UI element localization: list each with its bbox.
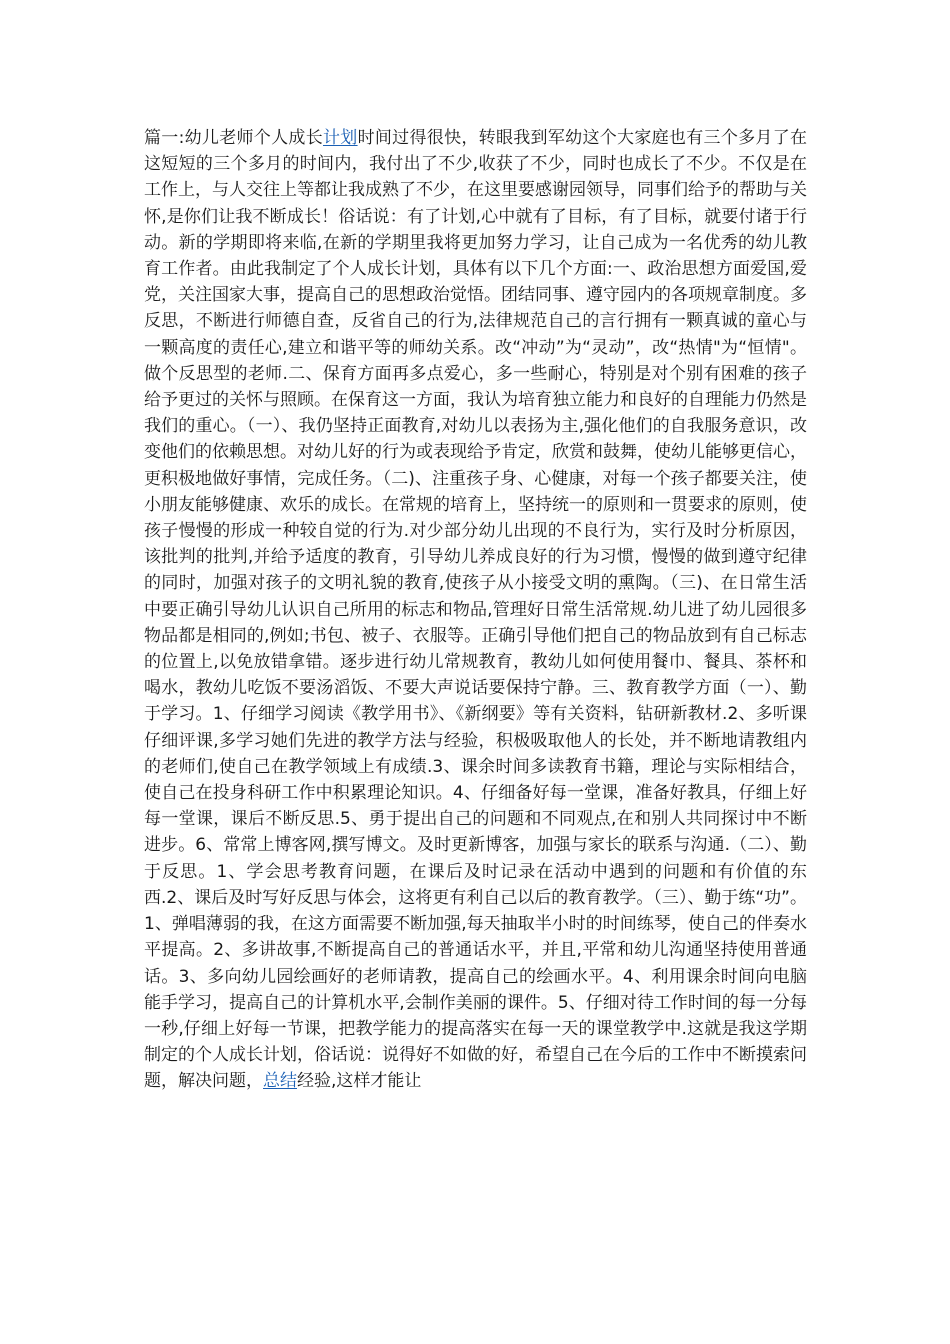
- text-segment-3: 经验,这样才能让: [297, 1071, 422, 1092]
- text-segment-1: 篇一:幼儿老师个人成长: [144, 128, 323, 148]
- document-page: [144, 125, 807, 1095]
- summary-link[interactable]: 总结: [263, 1071, 297, 1092]
- text-segment-2: 时间过得很快，转眼我到军幼这个大家庭也有三个多月了在这短短的三个多月的时间内，我付出了不少,收获了不少，同时也成长了不少。不仅是在工作上，与人交往上等都让我成熟了不少，在这里要感谢园领导，同事们给予的帮助与关怀,是你们让我不断成长！俗话说：有了计划,心中就有了目标，有了目标，就要付诸于行动。新的学期即将来临,在新的学期里我将更加努力学习，让自己成为一名优秀的幼儿教育工作者。由此我制定了个人成长计划，具体有以下几个方面:一、政治思想方面爱国,爱党，关注国家大事，提高自己的思想政治觉悟。团结同事、遵守园内的各项规章制度。多反思，不断进行师德自查，反省自己的行为,法律规范自己的言行拥有一颗真诚的童心与一颗高度的责任心,建立和谐平等的师幼关系。改“冲动”为“灵动”，改“热情"为“恒情"。做个反思型的老师.二、保育方面再多点爱心，多一些耐心，特别是对个别有困难的孩子给予更过的关怀与照顾。在保育这一方面，我认为培育独立能力和良好的自理能力仍然是我们的重心。（一）、我仍坚持正面教育,对幼儿以表扬为主,强化他们的自我服务意识，改变他们的依赖思想。对幼儿好的行为或表现给予肯定，欣赏和鼓舞，使幼儿能够更信心，更积极地做好事情，完成任务。（二)、注重孩子身、心健康，对每一个孩子都要关注，使小朋友能够健康、欢乐的成长。在常规的培育上，坚持统一的原则和一贯要求的原则，使孩子慢慢的形成一种较自觉的行为.对少部分幼儿出现的不良行为，实行及时分析原因，该批判的批判,并给予适度的教育，引导幼儿养成良好的行为习惯，慢慢的做到遵守纪律的同时，加强对孩子的文明礼貌的教育,使孩子从小接受文明的熏陶。（三)、在日常生活中要正确引导幼儿认识自己所用的标志和物品,管理好日常生活常规.幼儿进了幼儿园很多物品都是相同的,例如;书包、被子、衣服等。正确引导他们把自己的物品放到有自己标志的位置上,以免放错拿错。逐步进行幼儿常规教育，教幼儿如何使用餐巾、餐具、茶杯和喝水，教幼儿吃饭不要汤滔饭、不要大声说话要保持宁静。三、教育教学方面（一）、勤于学习。1、仔细学习阅读《教学用书》、《新纲要》等有关资料，钻研新教材.2、多听课仔细评课,多学习她们先进的教学方法与经验，积极吸取他人的长处，并不断地请教组内的老师们,使自己在教学领域上有成绩.3、课余时间多读教育书籍，理论与实际相结合，使自己在投身科研工作中积累理论知识。4、仔细备好每一堂课，准备好教具，仔细上好每一堂课，课后不断反思.5、勇于提出自己的问题和不同观点,在和别人共同探讨中不断进步。6、常常上博客网,撰写博文。及时更新博客，加强与家长的联系与沟通.（二）、勤于反思。1、学会思考教育问题，在课后及时记录在活动中遇到的问题和有价值的东西.2、课后及时写好反思与体会，这将更有利自己以后的教育教学。（三）、勤于练“功”。1、弹唱薄弱的我，在这方面需要不断加强,每天抽取半小时的时间练琴，使自己的伴奏水平提高。2、多讲故事,不断提高自己的普通话水平，并且,平常和幼儿沟通坚持使用普通话。3、多向幼儿园绘画好的老师请教，提高自己的绘画水平。4、利用课余时间向电脑能手学习，提高自己的计算机水平,会制作美丽的课件。5、仔细对待工作时间的每一分每一秒,仔细上好每一节课，把教学能力的提高落实在每一天的课堂教学中.这就是我这学期制定的个人成长计划，俗话说：说得好不如做的好，希望自己在今后的工作中不断摸索问题，解决问题，: [144, 128, 808, 1092]
- body-paragraph: [144, 125, 807, 1095]
- plan-link[interactable]: 计划: [323, 128, 358, 148]
